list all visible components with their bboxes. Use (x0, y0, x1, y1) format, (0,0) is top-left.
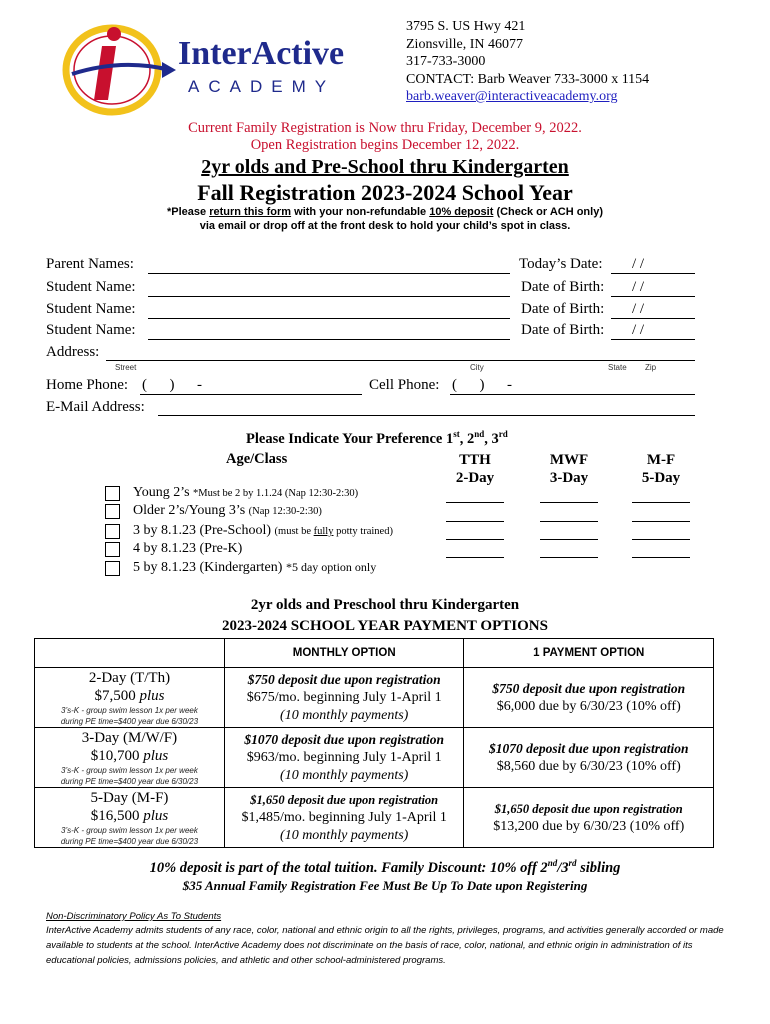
logo (62, 18, 372, 118)
pref-blank-mf-4[interactable] (632, 557, 690, 558)
pref-blank-mwf-3[interactable] (540, 539, 598, 540)
pref-blank-tth-4[interactable] (446, 557, 504, 558)
header-empty (35, 639, 225, 668)
monthly-cell: $1070 deposit due upon registration $963/mo. beginning July 1-April 1 (10 monthly payments) (224, 728, 464, 788)
monthly-cell: $750 deposit due upon registration $675/mo. beginning July 1-April 1 (10 monthly payments) (224, 668, 464, 728)
preference-title: Please Indicate Your Preference 1st, 2nd, 3rd (246, 429, 508, 447)
instructions-line1: *Please return this form with your non-refundable 10% deposit (Check or ACH only) (166, 206, 603, 218)
state-caption: State (608, 363, 627, 372)
pref-blank-tth-1[interactable] (446, 502, 504, 503)
dob-field-2[interactable] (611, 318, 695, 319)
city-caption: City (470, 363, 484, 372)
checkbox-older-2s[interactable] (105, 504, 120, 519)
option-older-2s: Older 2’s/Young 3’s (Nap 12:30-2:30) (133, 503, 322, 518)
parent-names-field[interactable] (148, 273, 510, 274)
one-payment-cell: $1070 deposit due upon registration $8,560 due by 6/30/23 (10% off) (464, 728, 714, 788)
instructions-line2: via email or drop off at the front desk to hold your child’s spot in class. (199, 220, 571, 232)
payment-row-2day (35, 668, 714, 728)
plan-cell: 5-Day (M-F) $16,500 plus 3’s-K - group swim lesson 1x per week during PE time=$400 year due 6/30/23 (35, 788, 225, 848)
program-title: 2yr olds and Pre-School thru Kindergarten (201, 156, 569, 178)
cell-phone-label: Cell Phone: (369, 377, 440, 393)
col-mf: M-F 5-Day (641, 452, 681, 486)
contact-block (406, 18, 649, 106)
main-title: Fall Registration 2023-2024 School Year (197, 180, 573, 205)
pref-blank-tth-3[interactable] (446, 539, 504, 540)
payment-title-2: 2023-2024 SCHOOL YEAR PAYMENT OPTIONS (222, 618, 548, 634)
svg-text:ACADEMY: ACADEMY (188, 77, 336, 96)
cell-phone-mask: ( ) - (452, 377, 512, 393)
deposit-note: 10% deposit is part of the total tuition. Family Discount: 10% off 2nd/3rd sibling (149, 858, 621, 876)
dob-label-3: Date of Birth: (521, 322, 605, 338)
policy-text: InterActive Academy admits students of any race, color, national and ethnic origin to all the rights, privileges, programs, and activities generally accorded or made available to students at the school. InterActive Academy does not discriminate on the basis of race, color, national, and ethnic origin in administration of its educational policies, admissions policies, and athletic and other school-administered programs. (46, 925, 724, 966)
home-phone-field[interactable] (140, 394, 362, 395)
pref-blank-mf-1[interactable] (632, 502, 690, 503)
student-name-field-2[interactable] (148, 318, 510, 319)
dob-field-3[interactable] (611, 339, 695, 340)
address-street: 3795 S. US Hwy 421 (406, 19, 526, 34)
pref-blank-tth-2[interactable] (446, 521, 504, 522)
age-class-header: Age/Class (226, 451, 288, 467)
email-link[interactable]: barb.weaver@interactiveacademy.org (406, 89, 618, 104)
student-name-field-3[interactable] (148, 339, 510, 340)
student-name-label-1: Student Name: (46, 279, 136, 295)
email-field[interactable] (158, 415, 695, 416)
one-payment-cell: $1,650 deposit due upon registration $13,200 due by 6/30/23 (10% off) (464, 788, 714, 848)
payment-row-5day (35, 788, 714, 848)
address-field[interactable] (106, 360, 695, 361)
home-phone-label: Home Phone: (46, 377, 129, 393)
zip-caption: Zip (645, 363, 657, 372)
notice-current: Current Family Registration is Now thru Friday, December 9, 2022. (188, 120, 582, 136)
contact-person: CONTACT: Barb Weaver 733-3000 x 1154 (406, 71, 650, 87)
date-slashes: / / (632, 279, 645, 295)
header-one-payment: 1 PAYMENT OPTION (464, 639, 714, 668)
payment-header-row (35, 639, 714, 668)
phone: 317-733-3000 (406, 54, 486, 69)
date-slashes: / / (632, 301, 645, 317)
svg-text:InterActive: InterActive (178, 35, 345, 72)
col-tth: TTH 2-Day (455, 452, 495, 486)
todays-date-label: Today’s Date: (519, 256, 603, 272)
checkbox-preschool[interactable] (105, 524, 120, 539)
todays-date-field[interactable] (611, 273, 695, 274)
email-label: E-Mail Address: (46, 399, 145, 415)
home-phone-mask: ( ) - (142, 377, 202, 393)
pref-blank-mwf-1[interactable] (540, 502, 598, 503)
pref-blank-mwf-4[interactable] (540, 557, 598, 558)
option-prek: 4 by 8.1.23 (Pre-K) (133, 541, 243, 556)
plan-cell: 2-Day (T/Th) $7,500 plus 3’s-K - group swim lesson 1x per week during PE time=$400 year due 6/30/23 (35, 668, 225, 728)
payment-title-1: 2yr olds and Preschool thru Kindergarten (250, 597, 520, 613)
date-slashes: / / (632, 256, 645, 272)
one-payment-cell: $750 deposit due upon registration $6,000 due by 6/30/23 (10% off) (464, 668, 714, 728)
option-young-2s: Young 2’s *Must be 2 by 1.1.24 (Nap 12:30-2:30) (133, 485, 359, 500)
student-name-label-3: Student Name: (46, 322, 136, 338)
street-caption: Street (115, 363, 137, 372)
dob-label-2: Date of Birth: (521, 301, 605, 317)
address-label: Address: (46, 344, 100, 360)
pref-blank-mwf-2[interactable] (540, 521, 598, 522)
checkbox-prek[interactable] (105, 542, 120, 557)
dob-label-1: Date of Birth: (521, 279, 605, 295)
pref-blank-mf-2[interactable] (632, 521, 690, 522)
col-mwf: MWF 3-Day (549, 452, 589, 486)
address-city: Zionsville, IN 46077 (406, 36, 524, 52)
logo-mark (62, 18, 372, 118)
payment-table (34, 638, 714, 848)
cell-phone-field[interactable] (450, 394, 695, 395)
parent-names-label: Parent Names: (46, 256, 134, 272)
pref-blank-mf-3[interactable] (632, 539, 690, 540)
dob-field-1[interactable] (611, 296, 695, 297)
plan-cell: 3-Day (M/W/F) $10,700 plus 3’s-K - group swim lesson 1x per week during PE time=$400 year due 6/30/23 (35, 728, 225, 788)
student-name-label-2: Student Name: (46, 301, 136, 317)
header-monthly: MONTHLY OPTION (224, 639, 464, 668)
student-name-field-1[interactable] (148, 296, 510, 297)
registration-fee-note: $35 Annual Family Registration Fee Must Be Up To Date upon Registering (182, 878, 588, 893)
option-preschool: 3 by 8.1.23 (Pre-School) (must be fully potty trained) (133, 523, 393, 538)
policy-title: Non-Discriminatory Policy As To Students (46, 911, 222, 922)
notice-open: Open Registration begins December 12, 2022. (250, 137, 520, 153)
monthly-cell: $1,650 deposit due upon registration $1,485/mo. beginning July 1-April 1 (10 monthly payments) (224, 788, 464, 848)
payment-row-3day (35, 728, 714, 788)
date-slashes: / / (632, 322, 645, 338)
option-kindergarten: 5 by 8.1.23 (Kindergarten) *5 day option only (133, 560, 377, 575)
checkbox-kindergarten[interactable] (105, 561, 120, 576)
checkbox-young-2s[interactable] (105, 486, 120, 501)
